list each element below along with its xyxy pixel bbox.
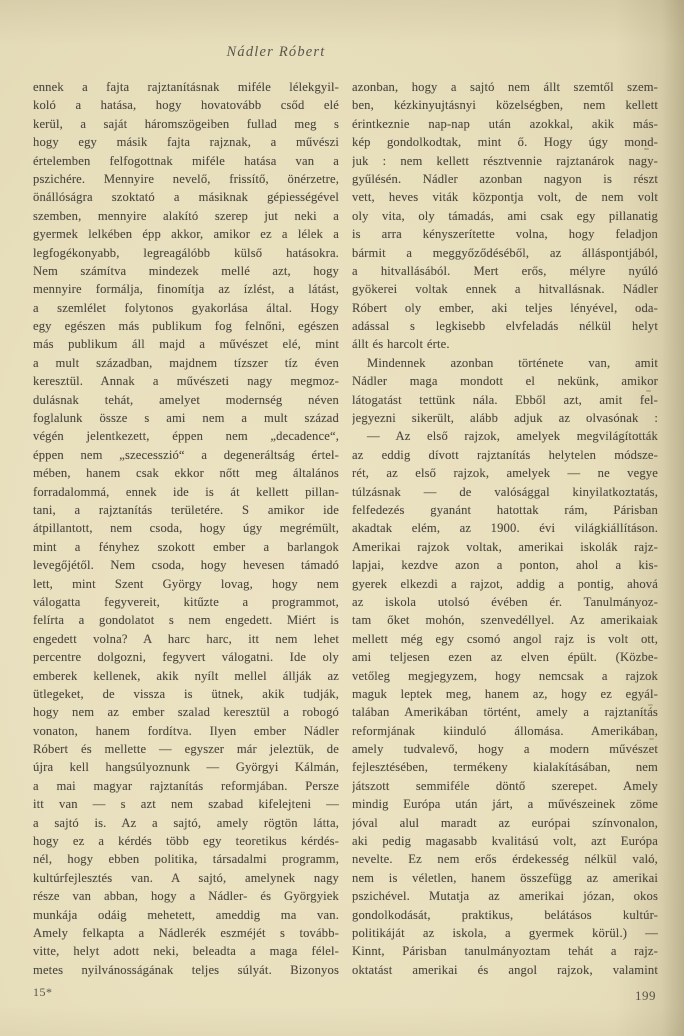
text-line: maguk leptek meg, hanem az, hogy ez egyál- (352, 686, 658, 701)
text-line: szemben, mennyire alakító szerep jut neki a (33, 208, 339, 223)
text-line: ben, kézkinyujtásnyi közelségben, nem kellett (352, 98, 658, 113)
text-line: Kinnt, Párisban tanulmányoztam tehát a rajz- (352, 944, 658, 959)
text-line: dulásnak tehát, amelyet modernség néven (33, 392, 339, 407)
text-line: hogy ez a kérdés több egy teoretikus kérdés- (33, 834, 339, 849)
text-line: mint a fényhez szokott ember a barlangok (33, 539, 339, 554)
text-line: vett, heves viták központja volt, de nem volt (352, 190, 658, 205)
text-line: oktatást amerikai és angol rajzok, valamint (352, 962, 658, 977)
text-line: engedett volna? A harc harc, itt nem lehet (33, 631, 339, 646)
text-line: gondolkodását, praktikus, belátásos kultúr- (352, 907, 658, 922)
text-line: mében, hanem csak ekkor nőtt meg általános (33, 466, 339, 481)
text-line: felírta a gondolatot s nem engedett. Miért is (33, 613, 339, 628)
text-line: Mindennek azonban története van, amit (367, 355, 658, 370)
text-line: lapjai, kezdve azon a ponton, ahol a kis- (352, 558, 658, 573)
text-line: felfedezés gyanánt hatottak rám, Párisban (352, 502, 658, 517)
text-line: vitte, helyt adott neki, beleadta a maga félel- (33, 944, 339, 959)
text-line: éppen nem „szecesszió“ a degeneráltság értel- (33, 447, 339, 462)
text-line: rét, az első rajzok, amelyek — ne vegye (352, 466, 658, 481)
text-column-left (33, 78, 339, 979)
text-line: önállóságra szoktató a másiknak gépiességével (33, 190, 339, 205)
page-number: 199 (635, 988, 656, 1003)
text-line: kép gondolkodtak, mint ő. Hogy úgy mond- (352, 135, 658, 150)
text-line: vetőleg megjegyzem, hogy nemcsak a rajzok (352, 668, 658, 683)
text-line: a szemlélet folytonos gyakorlása által. Hogy (33, 300, 339, 315)
text-line: akadtak elém, az 1900. évi világkiállításon. (352, 521, 658, 536)
text-line: pszichére. Mennyire nevelő, frissítő, önérzetre, (33, 171, 339, 186)
text-line: újra kell hangsúlyoznunk — Györgyi Kálmán, (33, 760, 339, 775)
text-line: a sajtó is. Az a sajtó, amely rögtön látta, (33, 815, 339, 830)
text-line: túlzásnak — de valósággal kinyilatkoztatás, (352, 484, 658, 499)
running-header: Nádler Róbert (226, 44, 326, 60)
text-line: percentre dolgozni, fegyvert válogatni. Ide oly (33, 650, 339, 665)
text-line: azonban, hogy a sajtó nem állt szemtől szem- (352, 80, 658, 94)
text-line: tani, a rajztanítás területére. S amikor ide (33, 502, 339, 517)
text-line: talában Amerikában történt, amely a rajztanítás (352, 705, 658, 720)
text-line: egy egészen más publikum fog felnőni, egészen (33, 319, 339, 334)
text-line: végén jelentkezett, éppen nem „decadence“, (33, 429, 339, 444)
text-line: állt és harcolt érte. (352, 337, 450, 352)
text-columns (33, 78, 658, 979)
text-line: Róbert és mellette — egyszer már jeleztük, de (33, 742, 339, 757)
text-line: juk : nem kellett résztvennie rajztanárok nagy- (352, 153, 658, 168)
text-line: adással s legkisebb elvfeladás nélkül helyt (352, 319, 658, 334)
text-line: gyűlésén. Nádler azonban nagyon is részt (352, 171, 658, 186)
text-line: pszichével. Mutatja az amerikai józan, okos (352, 889, 658, 904)
text-line: is arra kényszerítette volna, hogy feladjon (352, 227, 658, 242)
text-line: az eddig dívott rajztanítás helytelen módsze- (352, 447, 658, 462)
text-line: a hitvallásából. Mert erős, mélyre nyúló (352, 263, 658, 278)
text-line: itt van — s azt nem szabad kifelejteni — (33, 797, 339, 812)
text-line: gyermek lelkében épp akkor, amikor ez a lélek a (33, 227, 339, 242)
text-line: Amerikai rajzok voltak, amerikai iskolák rajz- (352, 539, 658, 554)
text-column-right (352, 78, 658, 979)
text-line: levegőjétől. Nem csoda, hogy hevesen támadó (33, 558, 339, 573)
text-line: legfogékonyabb, legreagálóbb külső hatásokra. (33, 245, 339, 260)
text-line: Nem számítva mindezek mellé azt, hogy (33, 263, 339, 278)
text-line: koló a hatása, hogy hovatovább csőd elé (33, 98, 339, 113)
text-line: ami teljesen ezen az elven épült. (Közbe- (352, 650, 658, 665)
text-line: Amely felkapta a Nádlerék eszméjét s tovább- (33, 925, 339, 940)
text-line: munkája odáig mehetett, ameddig ma van. (33, 907, 339, 922)
text-line: foglalunk össze s ami nem a mult század (33, 411, 339, 426)
text-line: gyökerei voltak ennek a hitvallásnak. Nádler (352, 282, 658, 297)
text-line: metes nyilvánosságának teljes súlyát. Bizonyos (33, 962, 339, 977)
text-line: aki pedig magasabb kvalitású volt, azt Európa (352, 834, 658, 849)
text-line: amely tudvalevő, hogy a modern művészet (352, 742, 658, 757)
text-line: Róbert oly ember, aki teljes lényével, oda- (352, 300, 658, 315)
text-line: lett, mint Szent György lovag, hogy nem (33, 576, 339, 591)
text-line: forradalommá, ennek ide is át kellett pillan- (33, 484, 339, 499)
text-line: bármit a meggyőződéséből, az álláspontjából, (352, 245, 658, 260)
text-line: vonaton, hanem fordítva. Ilyen ember Nádler (33, 723, 339, 738)
text-line: hogy egy másik fajta rajznak, a művészi (33, 135, 339, 150)
text-line: ütlegeket, de vissza is ütnek, akik tudják, (33, 686, 339, 701)
text-line: kerül, a saját háromszögeiben fullad meg s (33, 116, 339, 131)
text-line: nem is véletlen, hanem összefügg az amerikai (352, 870, 658, 885)
text-line: átpillantott, nem csoda, hogy úgy megrémült, (33, 521, 339, 536)
text-line: más publikum áll majd a művészet elé, mint (33, 337, 339, 352)
text-line: játszott semmiféle döntő szerepet. Amely (352, 778, 658, 793)
text-line: gyerek elkezdi a rajzot, addig a pontig, ahová (352, 576, 658, 591)
text-line: hogy nem az ember szalad keresztül a robogó (33, 705, 339, 720)
text-line: érintkeznie nap-nap után azokkal, akik más- (352, 116, 658, 131)
scan-speck-marks (644, 148, 649, 150)
text-line: reformjának kiinduló állomása. Amerikában, (352, 723, 658, 738)
text-line: oly vita, oly támadás, ami csak egy pillanatig (352, 208, 658, 223)
signature-mark: 15* (33, 985, 53, 999)
text-line: része van abban, hogy a Nádler- és Györgyiek (33, 889, 339, 904)
text-line: az iskola utolsó évében ér. Tanulmányoz- (352, 594, 658, 609)
text-line: — Az első rajzok, amelyek megvilágították (367, 429, 658, 444)
text-line: Nádler maga mondott el nekünk, amikor (352, 374, 658, 389)
text-line: jóval alul maradt az európai színvonalon, (352, 815, 658, 830)
text-line: keresztül. Annak a művészeti nagy megmoz- (33, 374, 339, 389)
text-line: mennyire formálja, finomítja az ízlést, a látást, (33, 282, 339, 297)
text-line: értelemben felfogottnak miféle hatása van a (33, 153, 339, 168)
text-line: a mult században, majdnem tízszer tíz éven (33, 355, 339, 370)
text-line: nél, hogy ebben politika, társadalmi programm, (33, 852, 339, 867)
text-line: nevelte. Ez nem erős érdekesség nélkül való, (352, 852, 658, 867)
text-line: mindig Európa után járt, a művészeinek zöme (352, 797, 658, 812)
text-line: fejlesztésében, termékeny kialakításában, nem (352, 760, 658, 775)
text-line: látogatást tettünk nála. Ebből azt, amit fel- (352, 392, 658, 407)
text-line: a mai magyar rajztanítás reformjában. Persze (33, 778, 339, 793)
text-line: emberek kellenek, akik nyílt mellel állják az (33, 668, 339, 683)
text-line: politikáját az iskola, a gyermek körül.) — (352, 925, 658, 940)
text-line: válogatta fegyvereit, kitűzte a programmot, (33, 594, 339, 609)
text-line: tam őket mohón, szenvedéllyel. Az amerikaiak (352, 613, 658, 628)
text-line: kultúrfejlesztés van. A sajtó, amelynek nagy (33, 870, 339, 885)
text-line: ennek a fajta rajztanításnak miféle lélekgyil- (33, 80, 339, 94)
text-line: mellett még egy csomó angol rajz is volt ott, (352, 631, 658, 646)
text-line: jegyezni sikerült, alább adjuk az olvasónak : (352, 411, 658, 426)
